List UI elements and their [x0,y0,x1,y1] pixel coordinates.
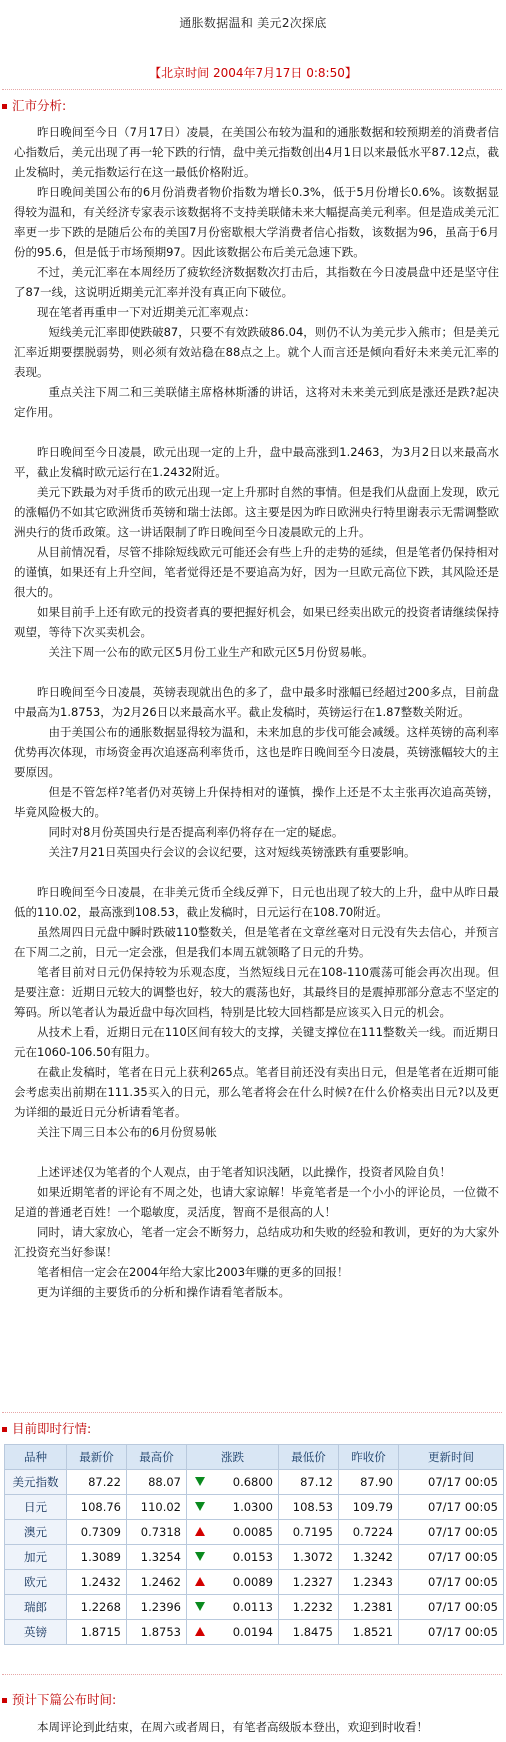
cell-change [187,1570,279,1595]
article-paragraph: 更为详细的主要货币的分析和操作请看笔者版本。 [37,1285,290,1299]
change-value: 0.0194 [232,1625,273,1639]
cell-prev: 1.2381 [339,1595,399,1620]
analysis-heading-text: 汇市分析: [12,98,67,113]
change-value: 1.0300 [232,1500,273,1514]
bullet-icon [2,1427,7,1432]
cell-last: 1.8715 [67,1620,127,1645]
cell-high: 1.8753 [127,1620,187,1645]
bullet-icon [2,1698,7,1703]
table-row [5,1595,504,1620]
column-header: 最低价 [279,1445,339,1470]
change-value: 0.0153 [232,1550,273,1564]
article-paragraph: 上述评述仅为笔者的个人观点，由于笔者知识浅陋，以此操作，投资者风险自负！ [37,1165,451,1179]
cell-name: 欧元 [5,1570,67,1595]
article-paragraph: 由于美国公布的通胀数据显得较为温和，未来加息的步伐可能会减缓。这样英镑的高利率优势再次体现，市场资金再次追逐高利率货币，这也是昨日晚间至今日凌晨，英镑涨幅较大的主要原因。 [14,725,499,779]
quotes-table [4,1444,504,1645]
cell-prev: 1.8521 [339,1620,399,1645]
cell-low: 87.12 [279,1470,339,1495]
article-paragraph: 关注7月21日英国央行会议的会议纪要，这对短线英镑涨跌有重要影响。 [48,845,416,859]
cell-last: 108.76 [67,1495,127,1520]
arrow-up-icon [195,1627,205,1636]
cell-high: 0.7318 [127,1520,187,1545]
arrow-down-icon [195,1502,205,1511]
cell-low: 108.53 [279,1495,339,1520]
column-header: 最高价 [127,1445,187,1470]
cell-time: 07/17 00:05 [399,1470,504,1495]
arrow-up-icon [195,1527,205,1536]
page-title: 通胀数据温和 美元2次探底 [179,16,327,30]
article-paragraph: 现在笔者再重申一下对近期美元汇率观点： [37,305,256,319]
quotes-heading [2,1419,91,1437]
analysis-article [14,122,499,1302]
cell-change [187,1545,279,1570]
cell-high: 1.3254 [127,1545,187,1570]
article-paragraph: 笔者目前对日元仍保持较为乐观态度，当然短线日元在108-110震荡可能会再次出现。但是要注意：近期日元较大的调整也好，较大的震荡也好，其最终目的是震掉那部分意志不坚定的筹码。所以笔者认为最近盘中每次回档，特别是比较大回档都是应该买入日元的机会。 [14,965,499,1019]
cell-last: 87.22 [67,1470,127,1495]
cell-high: 110.02 [127,1495,187,1520]
article-paragraph: 从技术上看，近期日元在110区间有较大的支撑，关键支撑位在111整数关一线。而近期日元在1060-106.50有阻力。 [14,1025,499,1059]
paragraph-gap [14,862,499,882]
article-paragraph: 昨日晚间至今日凌晨，英镑表现就出色的多了，盘中最多时涨幅已经超过200多点，目前盘中最高为1.8753，为2月26日以来最高水平。截止发稿时，英镑运行在1.87整数关附近。 [14,685,499,719]
cell-prev: 1.2343 [339,1570,399,1595]
change-value: 0.0085 [232,1525,273,1539]
column-header: 最新价 [67,1445,127,1470]
article-paragraph: 如果目前手上还有欧元的投资者真的要把握好机会，如果已经卖出欧元的投资者请继续保持观望，等待下次买卖机会。 [14,605,499,639]
divider [2,1412,502,1413]
article-paragraph: 从目前情况看，尽管不排除短线欧元可能还会有些上升的走势的延续，但是笔者仍保持相对的谨慎，如果还有上升空间，笔者觉得还是不要追高为好，因为一旦欧元高位下跌，其风险还是很大的。 [14,545,499,599]
divider [2,89,502,90]
article-paragraph: 同时，请大家放心，笔者一定会不断努力，总结成功和失败的经验和教训，更好的为大家外汇投资充当好参谋！ [14,1225,499,1259]
bullet-icon [2,104,7,109]
cell-prev: 87.90 [339,1470,399,1495]
cell-name: 英镑 [5,1620,67,1645]
cell-change [187,1520,279,1545]
paragraph-gap [14,662,499,682]
cell-last: 0.7309 [67,1520,127,1545]
cell-time: 07/17 00:05 [399,1570,504,1595]
arrow-down-icon [195,1602,205,1611]
article-paragraph: 关注下周一公布的欧元区5月份工业生产和欧元区5月份贸易帐。 [48,645,374,659]
paragraph-gap [14,1142,499,1162]
article-paragraph: 重点关注下周二和三美联储主席格林斯潘的讲话，这将对未来美元到底是涨还是跌?起决定作用。 [14,385,499,419]
article-paragraph: 虽然周四日元盘中瞬时跌破110整数关，但是笔者在文章丝毫对日元没有失去信心，并预言在下周二之前，日元一定会涨，但是我们本周五就领略了日元的升势。 [14,925,499,959]
cell-prev: 1.3242 [339,1545,399,1570]
article-paragraph: 同时对8月份英国央行是否提高利率仍将存在一定的疑虑。 [48,825,344,839]
cell-last: 1.2432 [67,1570,127,1595]
cell-time: 07/17 00:05 [399,1620,504,1645]
cell-name: 澳元 [5,1520,67,1545]
article-paragraph: 短线美元汇率即使跌破87，只要不有效跌破86.04，则仍不认为美元步入熊市；但是美元汇率近期要摆脱弱势，则必须有效站稳在88点之上。就个人而言还是倾向看好未来美元汇率的表现。 [14,325,499,379]
arrow-down-icon [195,1477,205,1486]
article-paragraph: 昨日晚间至今日凌晨，在非美元货币全线反弹下，日元也出现了较大的上升，盘中从昨日最低的110.02，最高涨到108.53，截止发稿时，日元运行在108.70附近。 [14,885,499,919]
cell-low: 1.3072 [279,1545,339,1570]
paragraph-gap [14,422,499,442]
cell-time: 07/17 00:05 [399,1495,504,1520]
next-heading [2,1690,116,1708]
article-paragraph: 在截止发稿时，笔者在日元上获利265点。笔者目前还没有卖出日元，但是笔者在近期可能会考虑卖出前期在111.35买入的日元，那么笔者将会在什么时候?在什么价格卖出日元?以及更为详细的最近日元分析请看笔者。 [14,1065,499,1119]
table-row [5,1495,504,1520]
article-paragraph: 昨日晚间美国公布的6月份消费者物价指数为增长0.3%，低于5月份增长0.6%。该数据显得较为温和，有关经济专家表示该数据将不支持美联储未来大幅提高美元利率。但是造成美元汇率更一步下跌的是随后公布的美国7月份密歇根大学消费者信心指数，该数据为96，虽高于6月份的95.6，但是低于市场预期97。因此该数据公布后美元急速下跌。 [14,185,499,259]
cell-name: 美元指数 [5,1470,67,1495]
column-header: 涨跌 [187,1445,279,1470]
cell-last: 1.2268 [67,1595,127,1620]
table-row [5,1520,504,1545]
divider [2,1674,502,1675]
cell-change [187,1495,279,1520]
cell-low: 0.7195 [279,1520,339,1545]
quotes-table-body [5,1470,504,1645]
table-row [5,1470,504,1495]
cell-time: 07/17 00:05 [399,1520,504,1545]
table-row [5,1570,504,1595]
cell-last: 1.3089 [67,1545,127,1570]
change-value: 0.6800 [232,1475,273,1489]
change-value: 0.0089 [232,1575,273,1589]
cell-low: 1.2327 [279,1570,339,1595]
cell-change [187,1470,279,1495]
table-header-row [5,1445,504,1470]
article-paragraph: 美元下跌最为对手货币的欧元出现一定上升那时自然的事情。但是我们从盘面上发现，欧元的涨幅仍不如其它欧洲货币英镑和瑞士法郎。这主要是因为昨日欧洲央行特里谢表示无需调整欧洲央行的货币政策。这一讲话限制了昨日晚间至今日凌晨欧元的上升。 [14,485,499,539]
cell-high: 88.07 [127,1470,187,1495]
cell-high: 1.2396 [127,1595,187,1620]
cell-name: 加元 [5,1545,67,1570]
next-heading-text: 预计下篇公布时间: [12,1692,117,1707]
article-paragraph: 笔者相信一定会在2004年给大家比2003年赚的更多的回报！ [37,1265,349,1279]
cell-prev: 0.7224 [339,1520,399,1545]
article-paragraph: 昨日晚间至今日（7月17日）凌晨，在美国公布较为温和的通胀数据和较预期差的消费者信心指数后，美元出现了再一轮下跌的行情，盘中美元指数创出4月1日以来最低水平87.12点，截止发稿时，美元指数运行在这一最低价格附近。 [14,125,499,179]
cell-low: 1.8475 [279,1620,339,1645]
cell-low: 1.2232 [279,1595,339,1620]
column-header: 更新时间 [399,1445,504,1470]
cell-name: 日元 [5,1495,67,1520]
table-row [5,1545,504,1570]
arrow-up-icon [195,1577,205,1586]
cell-time: 07/17 00:05 [399,1545,504,1570]
arrow-down-icon [195,1552,205,1561]
cell-change [187,1620,279,1645]
article-paragraph: 关注下周三日本公布的6月份贸易帐 [37,1125,217,1139]
article-paragraph: 但是不管怎样?笔者仍对英镑上升保持相对的谨慎，操作上还是不太主张再次追高英镑，毕竟风险极大的。 [14,785,499,819]
table-row [5,1620,504,1645]
cell-name: 瑞郎 [5,1595,67,1620]
article-paragraph: 不过，美元汇率在本周经历了疲软经济数据数次打击后，其指数在今日凌晨盘中还是坚守住了87一线，这说明近期美元汇率并没有真正向下破位。 [14,265,499,299]
change-value: 0.0113 [232,1600,273,1614]
publish-datetime: 【北京时间 2004年7月17日 0:8:50】 [149,66,357,80]
cell-prev: 109.79 [339,1495,399,1520]
cell-time: 07/17 00:05 [399,1595,504,1620]
cell-change [187,1595,279,1620]
column-header: 昨收价 [339,1445,399,1470]
analysis-heading [2,96,66,114]
next-publish-text: 本周评论到此结束，在周六或者周日，有笔者高级版本登出，欢迎到时收看！ [37,1720,428,1734]
column-header: 品种 [5,1445,67,1470]
quotes-heading-text: 目前即时行情: [12,1421,92,1436]
article-paragraph: 昨日晚间至今日凌晨，欧元出现一定的上升，盘中最高涨到1.2463，为3月2日以来最高水平，截止发稿时欧元运行在1.2432附近。 [14,445,499,479]
article-paragraph: 如果近期笔者的评论有不周之处，也请大家谅解！毕竟笔者是一个小小的评论员，一位微不足道的普通老百姓！一个聪敏度，灵活度，智商不是很高的人！ [14,1185,499,1219]
cell-high: 1.2462 [127,1570,187,1595]
